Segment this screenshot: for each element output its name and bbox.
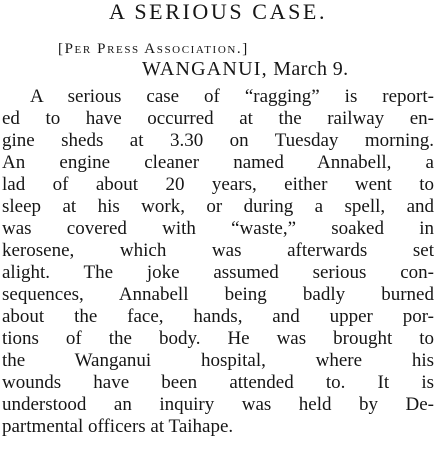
body-line: ed to have occurred at the railway en- [2, 108, 434, 129]
body-line: An engine cleaner named Annabell, a [2, 152, 434, 173]
byline: [Per Press Association.] [58, 41, 249, 57]
body-line: was covered with “waste,” soaked in [2, 218, 434, 239]
body-line: understood an inquiry was held by De- [2, 394, 434, 415]
body-line: wounds have been attended to. It is [2, 372, 434, 393]
body-line: the Wanganui hospital, where his [2, 350, 434, 371]
body-line: lad of about 20 years, either went to [2, 174, 434, 195]
body-line: partmental officers at Taihape. [2, 416, 234, 437]
body-line: sleep at his work, or during a spell, and [2, 196, 434, 217]
body-line: A serious case of “ragging” is report- [30, 86, 434, 107]
headline: A SERIOUS CASE. [108, 0, 328, 24]
body-line: about the face, hands, and upper por- [2, 306, 434, 327]
dateline-place: WANGANUI, [142, 58, 268, 80]
body-line: alight. The joke assumed serious con- [2, 262, 434, 283]
body-line: tions of the body. He was brought to [2, 328, 434, 349]
dateline [142, 58, 349, 80]
dateline-date: March 9. [273, 58, 349, 80]
body-line: gine sheds at 3.30 on Tuesday morning. [2, 130, 434, 151]
body-line: kerosene, which was afterwards set [2, 240, 434, 261]
body-line: sequences, Annabell being badly burned [2, 284, 434, 305]
